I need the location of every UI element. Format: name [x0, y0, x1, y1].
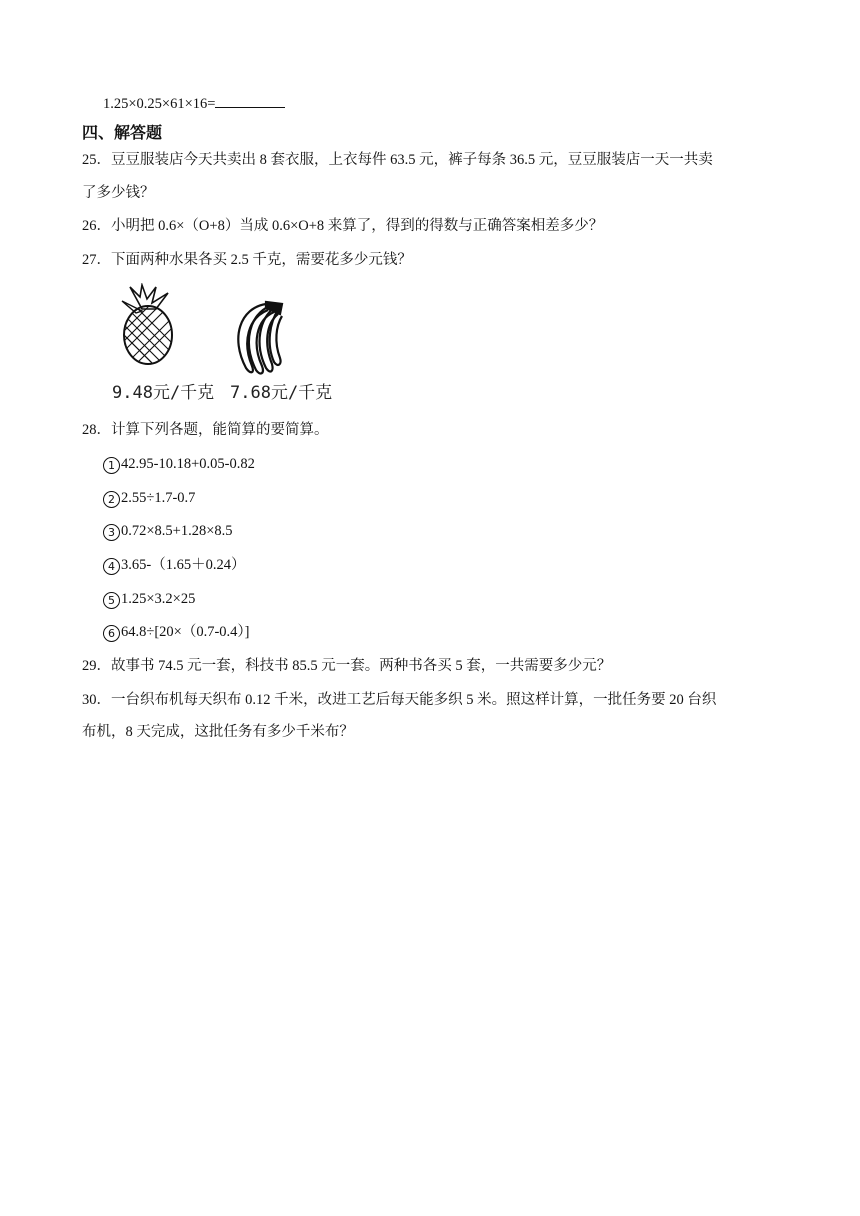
question-25-line2: 了多少钱？: [82, 185, 155, 201]
question-28: 28．计算下列各题，能简算的要简算。: [82, 422, 329, 438]
circled-number: 1: [103, 457, 120, 474]
question-29: 29．故事书 74.5 元一套，科技书 85.5 元一套。两种书各买 5 套，一共需要多少元？: [82, 658, 612, 674]
q28-item-2: [103, 488, 195, 508]
banana-icon: [222, 298, 292, 383]
section-title: 四、解答题: [82, 123, 163, 142]
answer-blank[interactable]: [215, 93, 285, 108]
top-expression: [103, 93, 285, 114]
expression-text: 1.25×0.25×61×16=: [103, 96, 216, 112]
question-26: 26．小明把 0.6×（O+8）当成 0.6×O+8 来算了，得到的得数与正确答案相差多少？: [82, 218, 604, 234]
circled-number: 4: [103, 558, 120, 575]
item-expression: 0.72×8.5+1.28×8.5: [121, 523, 233, 539]
circled-number: 6: [103, 625, 120, 642]
circled-number: 3: [103, 524, 120, 541]
banana-price: 7.68元/千克: [230, 383, 333, 403]
question-25-line1: 25．豆豆服装店今天共卖出 8 套衣服，上衣每件 63.5 元，裤子每条 36.5 元，豆豆服装店一天一共卖: [82, 152, 713, 168]
circled-number: 5: [103, 592, 120, 609]
item-expression: 3.65-（1.65＋0.24）: [121, 557, 246, 573]
circled-number: 2: [103, 491, 120, 508]
item-expression: 2.55÷1.7-0.7: [121, 490, 196, 506]
q28-item-1: [103, 454, 255, 474]
item-expression: 42.95-10.18+0.05-0.82: [121, 456, 255, 472]
question-30-line1: 30．一台织布机每天织布 0.12 千米，改进工艺后每天能多织 5 米。照这样计算，一批任务要 20 台织: [82, 692, 717, 708]
question-30-line2: 布机，8 天完成，这批任务有多少千米布？: [82, 724, 354, 740]
pineapple-price: 9.48元/千克: [112, 383, 215, 403]
question-27: 27．下面两种水果各买 2.5 千克，需要花多少元钱？: [82, 252, 412, 268]
item-expression: 64.8÷[20×（0.7-0.4）]: [121, 624, 250, 640]
q28-item-5: [103, 589, 195, 609]
pineapple-icon: [112, 283, 192, 368]
q28-item-3: [103, 521, 233, 541]
q28-item-4: [103, 555, 245, 575]
q28-item-6: [103, 622, 250, 642]
item-expression: 1.25×3.2×25: [121, 591, 196, 607]
fruit-figure: [112, 283, 342, 403]
